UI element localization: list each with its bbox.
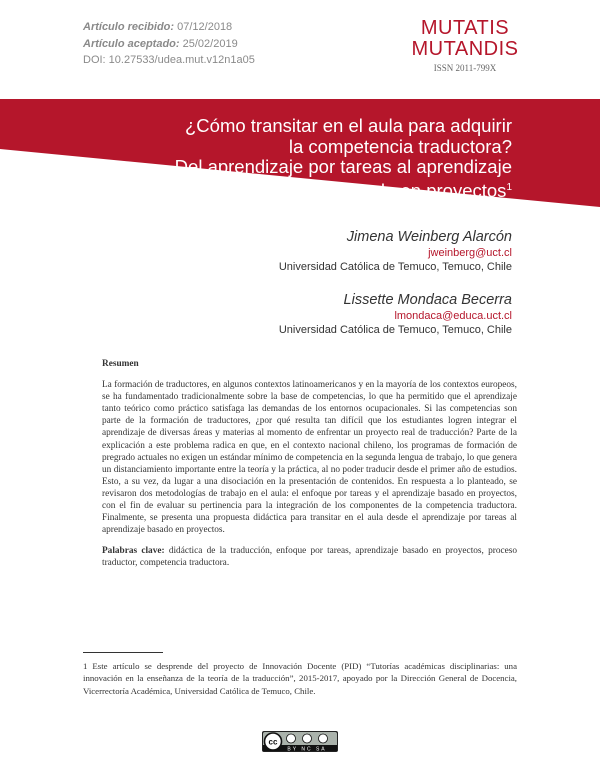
author-block-2 <box>279 291 512 337</box>
author-affiliation: Universidad Católica de Temuco, Temuco, Chile <box>278 261 512 273</box>
author-name: Jimena Weinberg Alarcón <box>346 229 512 245</box>
cc-license-icon <box>262 731 338 752</box>
received-line: Artículo recibido: 07/12/2018 <box>83 21 233 33</box>
doi[interactable]: DOI: 10.27533/udea.mut.v12n1a05 <box>83 54 255 66</box>
author-affiliation: Universidad Católica de Temuco, Temuco, Chile <box>278 324 512 336</box>
journal-name-line2: MUTANDIS <box>411 38 519 60</box>
journal-logo <box>410 18 520 73</box>
accepted-line: Artículo aceptado: 25/02/2019 <box>83 37 238 50</box>
cc-text: cc <box>268 737 278 747</box>
footnote: 1 Este artículo se desprende del proyecto de Innovación Docente (PID) “Tutorías académicas disciplinarias: una innovación en la enseñanza de la teoría de la traducción”, 2015-2017, apoyado por la Dirección General de Docencia, Vicerrectoría Académica, Universidad Católica de Temuco, Chile. <box>83 661 517 696</box>
author-name: Lissette Mondaca Becerra <box>343 292 512 308</box>
abstract-section <box>102 358 517 570</box>
title-line-2: la competencia traductora? <box>288 135 512 157</box>
title-line-4: basado en proyectos$^1$ <box>334 179 512 201</box>
footnote-marker[interactable]: 1 <box>506 181 512 193</box>
cc-terms: BY NC SA <box>287 746 327 752</box>
keywords-label: Palabras clave: <box>102 546 165 557</box>
author-email[interactable]: jweinberg@uct.cl <box>428 247 512 259</box>
abstract-text: La formación de traductores, en algunos contextos latinoamericanos y en la mayoría de los contextos europeos, se ha fundamentado tradicionalmente sobre la base de competencias, lo que ha permitido que el aprendizaje tanto teórico como práctico satisfaga las demandas de los entornos ocupacionales. Si las competencias son parte de la formación de traductores, ¿por qué resulta tan difícil que los estudiantes logren integrar el aprendizaje de diversas áreas y materias al momento de enfrentar un proyecto real de traducción? Parte de la explicación a este problema radica en que, en el contexto nacional chileno, los programas de formación de pregrado actuales no exigen un estándar mínimo de competencia en la segunda lengua de trabajo, lo que genera un distanciamiento importante entre la teoría y la práctica, al no poder traducir desde el primer año de estudios. Esto, a su vez, da lugar a una disociación en la presentación de contenidos. En respuesta a lo planteado, se revisaron dos metodologías de trabajo en el aula: el enfoque por tareas y el aprendizaje basado en proyectos, con el fin de evaluar su pertinencia para la integración de los componentes de la competencia traductora. Finalmente, se presenta una propuesta didáctica para transitar en el aula desde el aprendizaje por tareas al aprendizaje basado en proyectos. <box>102 380 517 536</box>
journal-name-line1: MUTATIS <box>420 17 510 39</box>
keywords-list: didáctica de la traducción, enfoque por tareas, aprendizaje basado en proyectos, proceso traductor, competencia traductora. <box>102 546 517 569</box>
keywords <box>102 545 517 569</box>
issn: ISSN 2011-799X <box>433 63 497 73</box>
article-title <box>175 116 512 201</box>
author-email[interactable]: lmondaca@educa.uct.cl <box>394 310 512 322</box>
cc-license-badge[interactable] <box>262 731 338 752</box>
title-line-3: Del aprendizaje por tareas al aprendizaje <box>174 156 512 177</box>
author-block-1 <box>279 228 512 274</box>
abstract-heading: Resumen <box>102 359 139 369</box>
title-line-1: ¿Cómo transitar en el aula para adquirir <box>185 115 512 136</box>
footnote-divider <box>83 652 163 653</box>
article-metadata <box>83 19 255 69</box>
